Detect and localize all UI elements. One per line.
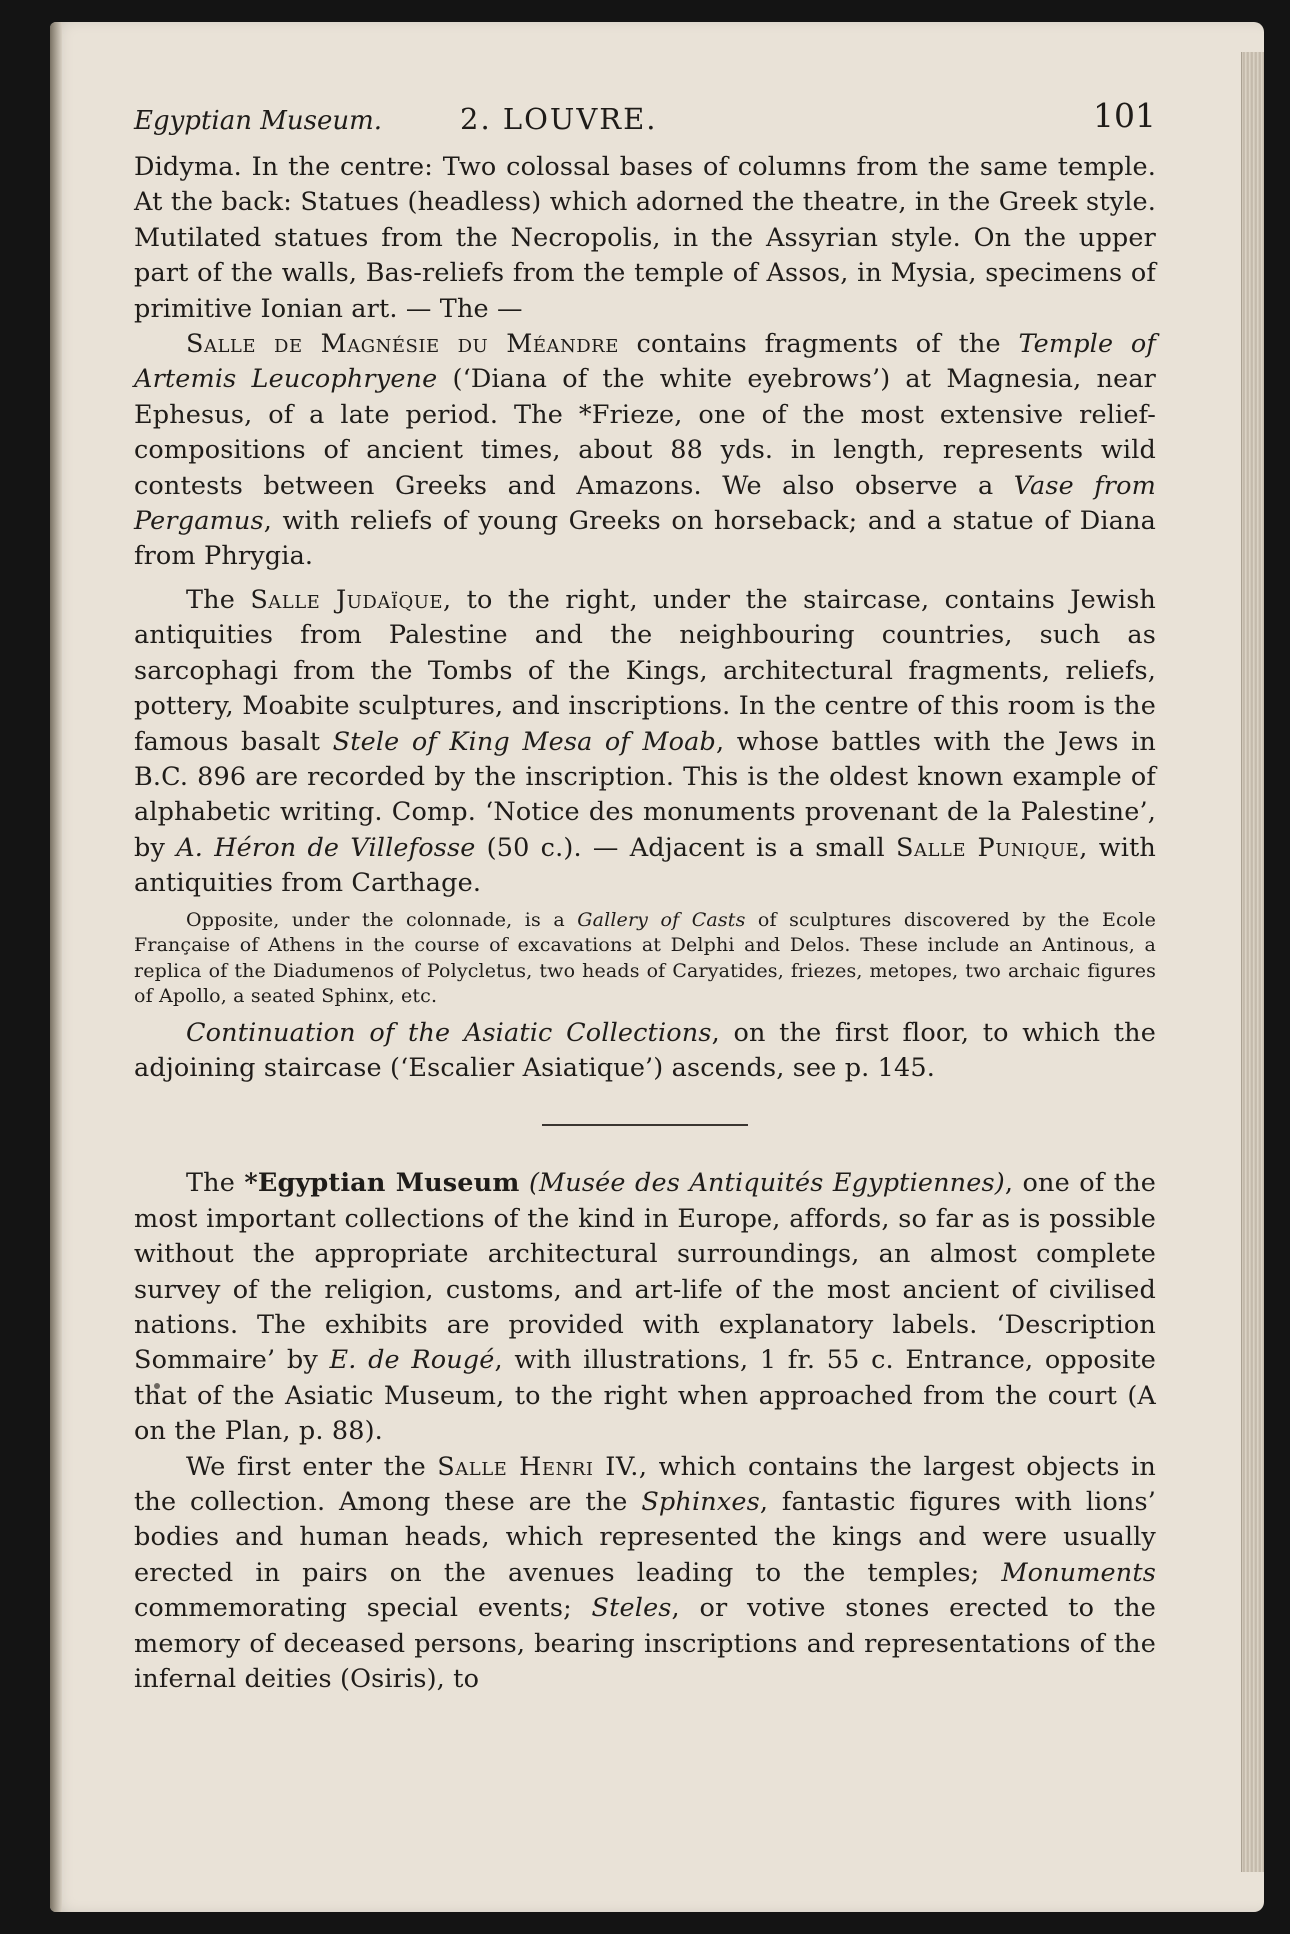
italic-run: Monuments (1001, 1557, 1156, 1588)
italic-run: Vase from Pergamus (134, 470, 1156, 537)
room-heading-henri: Salle Henri IV. (437, 1451, 639, 1482)
italic-run: A. Héron de Villefosse (176, 832, 476, 863)
text-run: The (186, 584, 251, 615)
italic-run: Steles (591, 1593, 672, 1624)
italic-run: (Musée des Antiquités Egyptiennes) (519, 1168, 1005, 1199)
book-page (50, 22, 1264, 1912)
italic-run: Stele of King Mesa of Moab (332, 726, 716, 757)
paragraph-didyma-text: Didyma. In the centre: Two colossal bases of columns from the same temple. At the back: Statues (headless) which adorned the theatre, in the Greek style. Mutilated statues from the Necropolis, in the Assyrian style. On the upper part of the walls, Bas-reliefs from the temple of Assos, in Mysia, specimens of primitive Ionian art. — The — (134, 152, 1156, 324)
room-heading-judaique: Salle Judaïque (250, 584, 444, 615)
text-run: , fantastic figures with lions’ bodies and human heads, which represented the kings and were usually erected in pairs on the avenues leading to the temples; (134, 1487, 1156, 1588)
paragraph-didyma (134, 150, 1156, 327)
page-gutter-shadow (50, 22, 62, 1912)
text-run: , with antiquities from Carthage. (134, 832, 1156, 899)
paragraph-egyptian-museum (134, 1166, 1156, 1449)
text-column (134, 82, 1156, 1697)
text-run: commemorating special events; (134, 1593, 592, 1624)
text-run: , which contains the largest objects in the collection. Among these are the (134, 1451, 1156, 1517)
bold-run: *Egyptian Museum (244, 1168, 520, 1199)
section-divider (542, 1124, 748, 1126)
paragraph-gallery-of-casts (134, 908, 1156, 1010)
italic-run: Continuation of the Asiatic Collections (186, 1017, 712, 1048)
room-heading-punique: Salle Punique (895, 832, 1080, 863)
italic-run: E. de Rougé (329, 1345, 495, 1376)
paragraph-salle-judaique (134, 583, 1156, 902)
paragraph-salle-henri (134, 1450, 1156, 1698)
text-run: contains fragments of the (618, 329, 1019, 360)
text-run: Opposite, under the colonnade, is a (186, 908, 578, 931)
text-run: of sculptures discovered by the Ecole Française of Athens in the course of excavations at Delphi and Delos. These include an Antinous, a replica of the Diadumenos of Polycletus, two heads of Caryatides, friezes, metopes, two archaic figures of Apollo, a seated Sphinx, etc. (134, 908, 1157, 1008)
text-run: , whose battles with the Jews in B.C. 896 are recorded by the inscription. This is the oldest known example of alphabetic writing. Comp. ‘Notice des monuments provenant de la Palestine’, by (134, 726, 1156, 863)
text-run: We first enter the (186, 1451, 438, 1482)
room-heading-magnesie: Salle de Magnésie du Méandre (186, 329, 619, 360)
italic-run: Temple of Artemis Leucophryene (134, 329, 1156, 395)
paragraph-asiatic-continuation (134, 1016, 1156, 1087)
text-run: , with reliefs of young Greeks on horseback; and a statue of Diana from Phrygia. (134, 506, 1156, 572)
text-run: , to the right, under the staircase, contains Jewish antiquities from Palestine and the neighbouring countries, such as sarcophagi from the Tombs of the Kings, architectural fragments, reliefs, pottery, Moabite sculptures, and inscriptions. In the centre of this room is the famous basalt (134, 584, 1156, 757)
running-head-left: Egyptian Museum. (134, 106, 382, 136)
text-run: The (186, 1168, 245, 1199)
text-run: (50 c.). — Adjacent is a small (475, 832, 896, 863)
text-run: (‘Diana of the white eyebrows’) at Magnesia, near Ephesus, of a late period. The *Frieze, one of the most extensive relief-compositions of ancient times, about 88 yds. in length, represents wild contests between Greeks and Amazons. We also observe a (134, 364, 1157, 501)
running-head-center: 2. LOUVRE. (460, 102, 658, 136)
italic-run: Gallery of Casts (577, 908, 746, 931)
italic-run: Sphinxes (641, 1487, 760, 1517)
page-number: 101 (1093, 96, 1156, 135)
text-run: , with illustrations, 1 fr. 55 c. Entrance, opposite that of the Asiatic Museum, to the right when approached from the court (A on the Plan, p. 88). (134, 1345, 1156, 1447)
paragraph-salle-magnesie (134, 327, 1156, 575)
text-run: , one of the most important collections of the kind in Europe, affords, so far as is possible without the appropriate architectural surroundings, an almost complete survey of the religion, customs, and art-life of the most ancient of civilised nations. The exhibits are provided with explanatory labels. ‘Description Sommaire’ by (134, 1168, 1157, 1376)
running-head (134, 82, 1156, 138)
text-run: , or votive stones erected to the memory of deceased persons, bearing inscriptions and representations of the infernal deities (Osiris), to (134, 1593, 1156, 1695)
text-run: , on the first floor, to which the adjoining staircase (‘Escalier Asiatique’) ascends, see p. 145. (134, 1017, 1156, 1083)
page-edges (1241, 52, 1264, 1872)
